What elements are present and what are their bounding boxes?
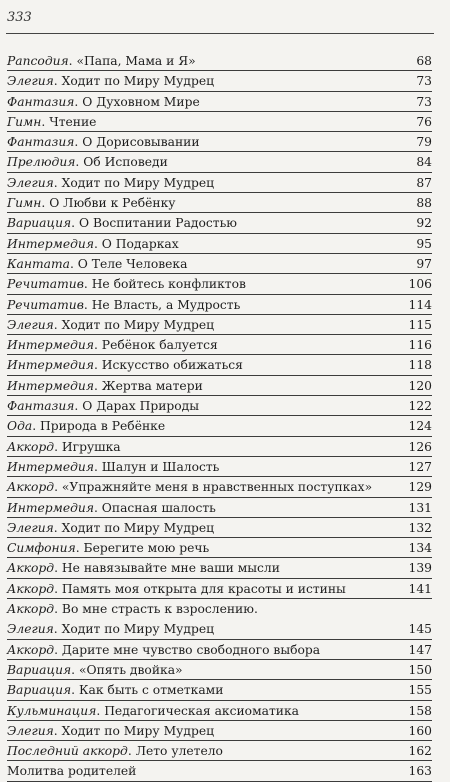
toc-entry-name: Не бойтесь конфликтов bbox=[91, 277, 246, 292]
toc-entry-title: Элегия. Ходит по Миру Мудрец bbox=[7, 317, 215, 332]
toc-entry-name: Опасная шалость bbox=[101, 500, 216, 515]
toc-entry-title: Элегия. Ходит по Миру Мудрец bbox=[7, 520, 215, 535]
toc-entry-page: 84 bbox=[416, 155, 432, 170]
toc-entry-title: Интермедия. О Подарках bbox=[7, 236, 179, 251]
table-of-contents bbox=[7, 51, 432, 782]
toc-entry-page: 120 bbox=[408, 378, 432, 393]
toc-entry-title: Фантазия. О Духовном Мире bbox=[7, 94, 200, 109]
toc-entry bbox=[7, 71, 432, 91]
toc-entry bbox=[7, 295, 432, 315]
toc-entry-genre: Речитатив bbox=[7, 277, 84, 292]
toc-entry-title: Интермедия. Ребёнок балуется bbox=[7, 338, 218, 353]
toc-entry bbox=[7, 396, 432, 416]
toc-entry-page: 106 bbox=[408, 277, 432, 292]
toc-entry-name: Шалун и Шалость bbox=[101, 459, 220, 474]
toc-entry bbox=[7, 558, 432, 578]
toc-entry bbox=[7, 579, 432, 599]
toc-entry-name: Природа в Ребёнке bbox=[40, 419, 166, 434]
page-number: 333 bbox=[7, 10, 32, 25]
toc-entry-genre: Прелюдия bbox=[7, 155, 76, 170]
toc-entry bbox=[7, 538, 432, 558]
toc-entry-page: 122 bbox=[408, 399, 432, 414]
toc-entry-title: Интермедия. Шалун и Шалость bbox=[7, 459, 220, 474]
toc-entry-name: О Дорисовывании bbox=[82, 135, 200, 150]
header-rule bbox=[6, 33, 434, 34]
toc-entry bbox=[7, 51, 432, 71]
toc-entry-name: О Любви к Ребёнку bbox=[49, 196, 176, 211]
toc-entry-name: «Упражняйте меня в нравственных поступках» bbox=[61, 480, 373, 495]
toc-entry bbox=[7, 416, 432, 436]
toc-entry bbox=[7, 355, 432, 375]
toc-entry-page: 115 bbox=[408, 317, 432, 332]
toc-entry-page: 131 bbox=[408, 500, 432, 515]
toc-entry-genre: Ода bbox=[7, 419, 33, 434]
toc-entry-genre: Последний аккорд bbox=[7, 744, 128, 759]
toc-entry-page: 145 bbox=[408, 622, 432, 637]
toc-entry bbox=[7, 335, 432, 355]
toc-entry-name: «Папа, Мама и Я» bbox=[76, 54, 196, 68]
toc-entry-title: Аккорд. Дарите мне чувство свободного выбора bbox=[7, 642, 321, 657]
toc-entry bbox=[7, 92, 432, 112]
toc-entry-name: Ходит по Миру Мудрец bbox=[61, 622, 215, 637]
toc-entry-genre: Гимн bbox=[7, 114, 42, 129]
toc-entry-page: 95 bbox=[416, 236, 432, 251]
toc-entry-name: Как быть с отметками bbox=[78, 683, 224, 698]
toc-entry-page: 127 bbox=[408, 459, 432, 474]
toc-entry bbox=[7, 640, 432, 660]
toc-entry-title: Прелюдия. Об Исповеди bbox=[7, 155, 168, 170]
toc-entry-page: 129 bbox=[408, 480, 432, 495]
toc-entry bbox=[7, 132, 432, 152]
toc-entry-page: 163 bbox=[408, 764, 432, 779]
toc-entry-title: Симфония. Берегите мою речь bbox=[7, 541, 210, 556]
toc-entry-page: 68 bbox=[416, 54, 432, 68]
toc-entry-page: 73 bbox=[416, 74, 432, 89]
toc-entry-page: 116 bbox=[408, 338, 432, 353]
toc-entry-page: 126 bbox=[408, 439, 432, 454]
toc-entry-title: Вариация. О Воспитании Радостью bbox=[7, 216, 237, 231]
toc-entry-title bbox=[7, 762, 136, 781]
toc-entry-genre: Кульминация bbox=[7, 703, 97, 718]
toc-entry-title: Аккорд. Игрушка bbox=[7, 439, 121, 454]
toc-entry-title: Элегия. Ходит по Миру Мудрец bbox=[7, 622, 215, 637]
toc-entry-title: Аккорд. Не навязывайте мне ваши мысли bbox=[7, 561, 280, 576]
toc-entry-genre: Элегия bbox=[7, 622, 54, 637]
toc-entry-name: Искусство обижаться bbox=[101, 358, 243, 373]
toc-entry bbox=[7, 152, 432, 172]
toc-entry-genre: Вариация bbox=[7, 683, 72, 698]
toc-entry-name: Во мне страсть к взрослению. bbox=[61, 602, 258, 617]
toc-entry-page: 158 bbox=[408, 703, 432, 718]
toc-entry-page: 141 bbox=[408, 581, 432, 596]
toc-entry-genre: Интермедия bbox=[7, 500, 94, 515]
toc-entry-page: 160 bbox=[408, 723, 432, 738]
toc-entry-name: О Воспитании Радостью bbox=[78, 216, 237, 231]
toc-entry-genre: Рапсодия bbox=[7, 54, 69, 68]
toc-entry bbox=[7, 660, 432, 680]
toc-entry-genre: Кантата bbox=[7, 256, 70, 271]
toc-entry-name: О Подарках bbox=[101, 236, 179, 251]
toc-entry-page: 88 bbox=[416, 196, 432, 211]
toc-entry-genre: Аккорд bbox=[7, 602, 55, 617]
toc-entry-title: Фантазия. О Дорисовывании bbox=[7, 135, 200, 150]
toc-entry-genre: Фантазия bbox=[7, 94, 75, 109]
toc-entry-name: Чтение bbox=[49, 114, 97, 129]
toc-entry-title: Кантата. О Теле Человека bbox=[7, 256, 188, 271]
toc-entry-page: 139 bbox=[408, 561, 432, 576]
toc-entry-genre: Вариация bbox=[7, 216, 72, 231]
toc-entry-genre: Фантазия bbox=[7, 399, 75, 414]
toc-entry-title: Гимн. Чтение bbox=[7, 114, 97, 129]
toc-entry bbox=[7, 193, 432, 213]
toc-entry bbox=[7, 518, 432, 538]
toc-entry-genre: Аккорд bbox=[7, 439, 55, 454]
toc-entry-name: О Духовном Мире bbox=[82, 94, 200, 109]
toc-entry-genre: Аккорд bbox=[7, 642, 55, 657]
toc-entry-title: Аккорд. «Упражняйте меня в нравственных поступках» bbox=[7, 480, 373, 495]
toc-entry-name: «Опять двойка» bbox=[78, 662, 183, 677]
toc-entry-title: Кульминация. Педагогическая аксиоматика bbox=[7, 703, 299, 718]
toc-entry-name: Ходит по Миру Мудрец bbox=[61, 723, 215, 738]
toc-entry-title: Элегия. Ходит по Миру Мудрец bbox=[7, 74, 215, 89]
toc-entry-title: Речитатив. Не Власть, а Мудрость bbox=[7, 297, 241, 312]
toc-entry-genre: Вариация bbox=[7, 662, 72, 677]
toc-entry-genre: Элегия bbox=[7, 175, 54, 190]
toc-entry-genre: Гимн bbox=[7, 196, 42, 211]
toc-entry bbox=[7, 254, 432, 274]
toc-entry-name: Дарите мне чувство свободного выбора bbox=[61, 642, 321, 657]
toc-entry bbox=[7, 701, 432, 721]
toc-entry-title: Ода. Природа в Ребёнке bbox=[7, 419, 166, 434]
toc-entry-name: Ребёнок балуется bbox=[101, 338, 218, 353]
toc-entry-title: Элегия. Ходит по Миру Мудрец bbox=[7, 175, 215, 190]
toc-entry bbox=[7, 274, 432, 294]
toc-entry-title: Интермедия. Опасная шалость bbox=[7, 500, 216, 515]
toc-entry-page: 134 bbox=[408, 541, 432, 556]
toc-entry-page: 155 bbox=[408, 683, 432, 698]
toc-entry-genre: Симфония bbox=[7, 541, 76, 556]
toc-entry-title: Речитатив. Не бойтесь конфликтов bbox=[7, 277, 246, 292]
toc-entry-genre: Речитатив bbox=[7, 297, 84, 312]
toc-entry-name: Игрушка bbox=[61, 439, 121, 454]
toc-entry-name: О Дарах Природы bbox=[82, 399, 200, 414]
toc-entry-title: Аккорд. Во мне страсть к взрослению. bbox=[7, 602, 258, 617]
toc-entry-page: 97 bbox=[416, 256, 432, 271]
toc-entry-genre: Элегия bbox=[7, 520, 54, 535]
toc-entry bbox=[7, 619, 432, 639]
toc-entry-title: Интермедия. Жертва матери bbox=[7, 378, 203, 393]
toc-entry bbox=[7, 498, 432, 518]
toc-entry-genre: Аккорд bbox=[7, 561, 55, 576]
toc-entry-name: Не Власть, а Мудрость bbox=[91, 297, 241, 312]
toc-entry-page: 92 bbox=[416, 216, 432, 231]
toc-entry bbox=[7, 741, 432, 761]
toc-entry-name: Жертва матери bbox=[101, 378, 203, 393]
toc-entry-title: Вариация. Как быть с отметками bbox=[7, 683, 224, 698]
toc-entry-genre: Фантазия bbox=[7, 135, 75, 150]
toc-entry-genre: Интермедия bbox=[7, 338, 94, 353]
toc-entry-title: Рапсодия. «Папа, Мама и Я» bbox=[7, 54, 196, 68]
toc-entry-name: Ходит по Миру Мудрец bbox=[61, 520, 215, 535]
toc-entry-name: Не навязывайте мне ваши мысли bbox=[61, 561, 280, 576]
toc-entry-title: Вариация. «Опять двойка» bbox=[7, 662, 183, 677]
toc-entry-page: 79 bbox=[416, 135, 432, 150]
toc-entry-title: Фантазия. О Дарах Природы bbox=[7, 399, 200, 414]
toc-entry-genre: Аккорд bbox=[7, 480, 55, 495]
toc-entry-name: Педагогическая аксиоматика bbox=[104, 703, 299, 718]
toc-entry-genre: Элегия bbox=[7, 723, 54, 738]
toc-entry-genre: Интермедия bbox=[7, 236, 94, 251]
toc-entry-page: 132 bbox=[408, 520, 432, 535]
toc-entry-title: Аккорд. Память моя открыта для красоты и истины bbox=[7, 581, 346, 596]
toc-entry bbox=[7, 376, 432, 396]
toc-entry-title: Гимн. О Любви к Ребёнку bbox=[7, 196, 176, 211]
toc-entry bbox=[7, 234, 432, 254]
toc-entry-page: 76 bbox=[416, 114, 432, 129]
toc-entry-page: 118 bbox=[408, 358, 432, 373]
toc-entry-page: 162 bbox=[408, 744, 432, 759]
toc-entry-genre: Элегия bbox=[7, 74, 54, 89]
toc-entry bbox=[7, 315, 432, 335]
toc-entry-page: 150 bbox=[408, 662, 432, 677]
toc-entry bbox=[7, 599, 432, 619]
toc-entry-name: Лето улетело bbox=[135, 744, 223, 759]
toc-entry-genre: Интермедия bbox=[7, 358, 94, 373]
toc-entry-name: Об Исповеди bbox=[83, 155, 168, 170]
toc-entry bbox=[7, 173, 432, 193]
toc-entry-name: Берегите мою речь bbox=[83, 541, 210, 556]
toc-entry-genre: Аккорд bbox=[7, 581, 55, 596]
toc-entry bbox=[7, 437, 432, 457]
toc-entry-title: Элегия. Ходит по Миру Мудрец bbox=[7, 723, 215, 738]
toc-entry-genre: Интермедия bbox=[7, 378, 94, 393]
toc-entry-name: Молитва родителей bbox=[7, 764, 137, 779]
toc-entry-name: Память моя открыта для красоты и истины bbox=[61, 581, 346, 596]
toc-entry bbox=[7, 112, 432, 132]
toc-entry bbox=[7, 477, 432, 497]
toc-entry-genre: Интермедия bbox=[7, 459, 94, 474]
toc-entry-page: 114 bbox=[408, 297, 432, 312]
toc-entry-title: Интермедия. Искусство обижаться bbox=[7, 358, 243, 373]
toc-entry-page: 147 bbox=[408, 642, 432, 657]
toc-entry-title: Последний аккорд. Лето улетело bbox=[7, 744, 223, 759]
toc-entry-name: Ходит по Миру Мудрец bbox=[61, 74, 215, 89]
toc-entry-page: 73 bbox=[416, 94, 432, 109]
toc-entry bbox=[7, 721, 432, 741]
toc-entry bbox=[7, 761, 432, 781]
toc-entry-name: О Теле Человека bbox=[77, 256, 188, 271]
toc-entry-genre: Элегия bbox=[7, 317, 54, 332]
toc-entry bbox=[7, 457, 432, 477]
toc-entry-page: 87 bbox=[416, 175, 432, 190]
toc-entry-page: 124 bbox=[408, 419, 432, 434]
toc-entry-name: Ходит по Миру Мудрец bbox=[61, 317, 215, 332]
toc-entry bbox=[7, 213, 432, 233]
toc-entry-name: Ходит по Миру Мудрец bbox=[61, 175, 215, 190]
toc-entry bbox=[7, 680, 432, 700]
